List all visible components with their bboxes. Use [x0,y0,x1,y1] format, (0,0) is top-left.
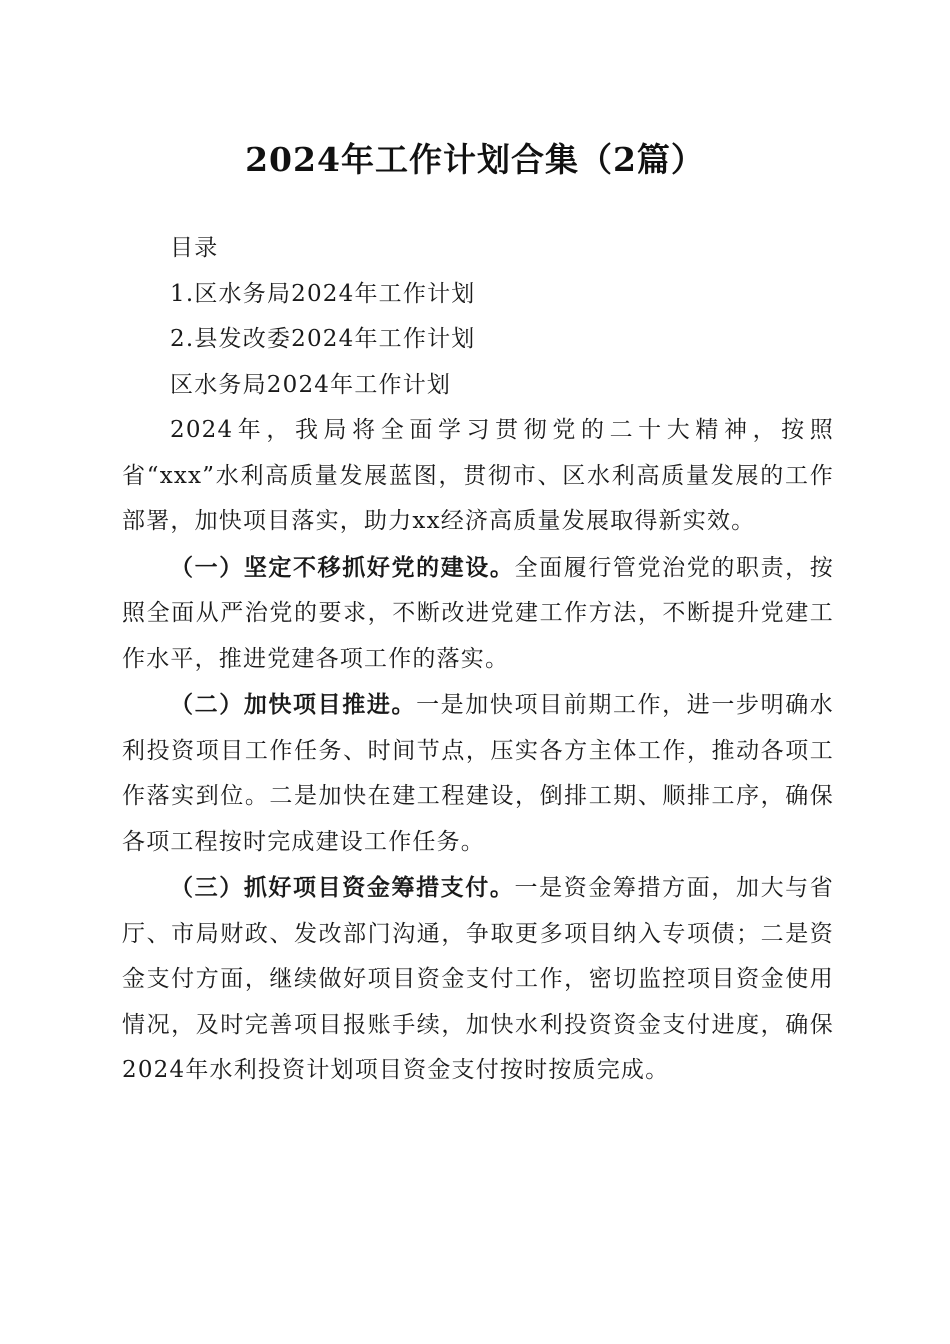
document-title: 2024年工作计划合集（2篇） [245,140,705,179]
intro-paragraph: 2024年，我局将全面学习贯彻党的二十大精神，按照省“xxx”水利高质量发展蓝图，贯彻市、区水利高质量发展的工作部署，加快项目落实，助力xx经济高质量发展取得新实效。 [122,417,834,534]
section-lead-1: （一）坚定不移抓好党的建设。 [170,553,515,581]
section-paragraph-1 [122,545,834,683]
section-lead-3: （三）抓好项目资金筹措支付。 [170,874,515,901]
section-text-1: 全面履行管党治党的职责，按照全面从严治党的要求，不断改进党建工作方法，不断提升党建工作水平，推进党建各项工作的落实。 [122,554,834,672]
toc-item-1: 1.区水务局2024年工作计划 [170,280,476,307]
toc-item-2: 2.县发改委2024年工作计划 [170,326,476,352]
section-lead-2: （二）加快项目推进。 [170,691,417,718]
toc-heading: 目录 [170,235,219,261]
section-text-3: 一是资金筹措方面，加大与省厅、市局财政、发改部门沟通，争取更多项目纳入专项债；二是资金支付方面，继续做好项目资金支付工作，密切监控项目资金使用情况，及时完善项目报账手续，加快水利投资资金支付进度，确保2024年水利投资计划项目资金支付按时按质完成。 [122,875,834,1083]
section-paragraph-3 [122,865,834,1094]
section-text-2: 一是加快项目前期工作，进一步明确水利投资项目工作任务、时间节点，压实各方主体工作，推动各项工作落实到位。二是加快在建工程建设，倒排工期、顺排工序，确保各项工程按时完成建设工作任务。 [122,692,834,855]
document-body [122,226,834,1094]
article-title: 区水务局2024年工作计划 [170,371,452,398]
section-paragraph-2 [122,682,834,865]
